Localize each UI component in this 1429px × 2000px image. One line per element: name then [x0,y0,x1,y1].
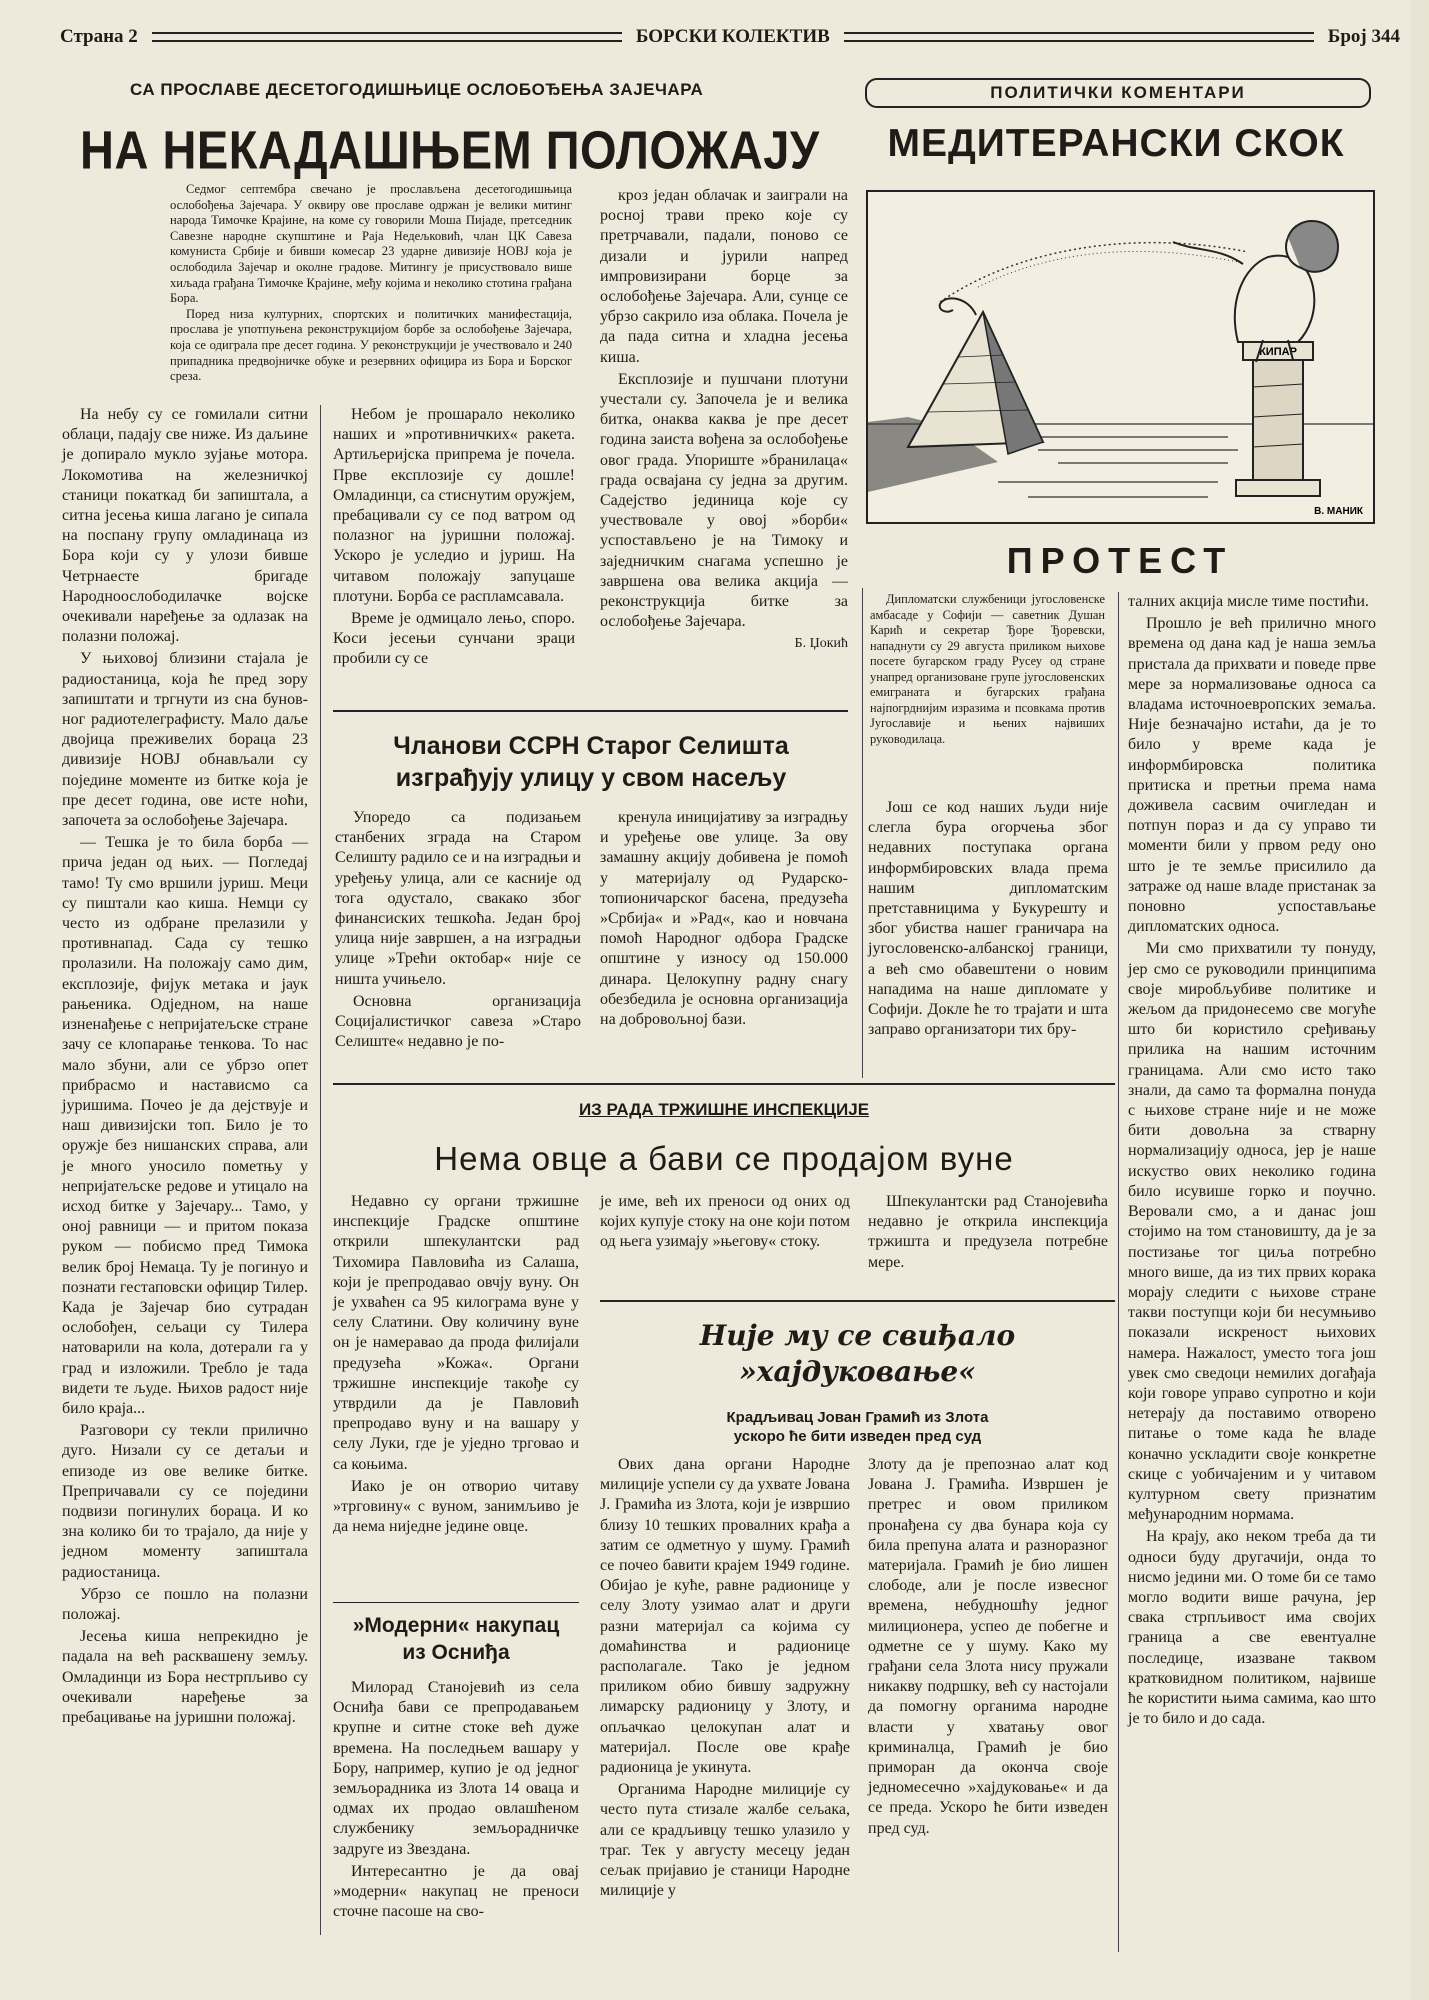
article-title: ПРОТЕСТ [1006,540,1234,581]
leap-arc [940,243,1248,302]
article-column: Милорад Станојевић из села Осниђа бави се препродавањем крупне и ситне стоке већ дуже времена. На последњем вашару у Бору, например, купио је од једног земљорадника из Злота 14 оваца и одмах их продао овлашћеном службенику земљорадничке задруге из Звездана. Интересантно је да овај »модерни« накупац не преноси сточне пасоше на сво- [333,1679,579,1921]
arm-icon [940,298,976,315]
article-title: МЕДИТЕРАНСКИ СКОК [887,122,1345,165]
column-divider [1118,592,1119,1952]
section-divider [333,1083,1115,1085]
pyramid-icon [908,312,1043,454]
section-divider [600,1300,1115,1302]
article-lead: Дипломатски службеници југословенске амбасаде у Софији — саветник Душан Карић и секретар Ђоре Ђоревски, нападнути су 29 августа приликом њихове посете бугарском граду Русеу од стране унапред организоване групе југословенских емиграната и бугарских грађана најпогрднијим изразима и псовкама против Југославије и њених највиших руководилаца. [870,592,1105,746]
column-kicker: ПОЛИТИЧКИ КОМЕНТАРИ [990,83,1246,102]
article-title: Нема овце а бави се продајом вуне [434,1140,1014,1177]
cartoon-label: КИПАР [1259,346,1297,358]
article-column: кроз један облачак и заиграли на росној трави преко које су претрчавали, падали, поново се дизали и јурили напред импровизирани борце за ослобођење Зајечара. Али, сунце се убрзо сакрило иза облака. Почела је да пада ситна и хладна јесења киша. Експлозије и пушчани плотуни учестали су. Започела је и велика битка, онаква каква је пре десет година заиста вођена за ослобођење овог града. Упориште »бранилаца« града освајана су једна за другим. Садејство јединица које су учествовале у овој »борби« успостављено је на Тимоку и заједничким снагама успешно је завршена ова велика акција — реконструкција битке за ослобођење Зајечара. Б. Џокић [600,186,848,655]
article-signature: Б. Џокић [794,636,848,652]
article-column: Упоредо са подизањем станбених зграда на Старом Селишту радило се и на изградњи и уређењу улица, али се касније од тога одустало, свакако због финансиских тешкоћа. Један број улица није завршен, а на изградњи улице »Трећи октобар« није се ништа учињело. Основна организација Социјалистичког савеза »Старо Селиште« недавно је по- [335,809,581,1051]
article-column: кренула иницијативу за изградњу и уређење ове улице. За ову замашну акцију добивена је помоћ у материјалу од Рударско-топионичарског басена, предузећа »Србија« и »Рад«, као и новчана помоћ Народног одбора Градске општине у износу од 150.000 динара. Целокупну радну снагу обезбедила је основна организација на добровољној бази. [600,809,848,1029]
section-divider [333,710,848,712]
article-column: Небом је прошарало неколико наших и »противничких« ракета. Артиљеријска припрема је почела. Прве експлозије су дошле! Омладинци, са стиснутим оружјем, пребацивали су се под ватром од полазног на јуришни положај. Ускоро је уследио и јуриш. На читавом положају запуцаше плотуни. Борба се распламсавала. Време је одмицало лењо, споро. Коси јесењи сунчани зраци пробили су се [333,406,575,668]
article-column: Ових дана органи Народне милиције успели су да ухвате Јована Ј. Грамића из Злота, који је извршио близу 10 тешких провалних крађа а затим се одметнуо у шуму. Грамић се почео бавити крајем 1949 године. Обијао је куће, равне радионице у селу Злоту узимао алат и други разни материјал са којима су домаћинства и радионице располагале. Тако је једном приликом обио бившу задружну лимарску радионицу у Злоту, и опљачкао целокупан алат и материјал. После ове крађе радионица је укинута. Органима Народне милиције су често пута стизале жалбе сељака, али се крадљивцу тешко улазило у траг. Тек у августу месецу један сељак пријавио је станици Народне милиције у [600,1456,850,1900]
issue-number: Број 344 [1327,26,1401,47]
cartoon-signature: В. МАНИК [1314,506,1363,517]
article-column: Шпекулантски рад Станојевића недавно је открила инспекција тржишта и предузела потребне мере. [868,1193,1108,1271]
page-number: Страна 2 [60,26,138,47]
column-divider [320,405,321,1935]
article-column: На небу су се гомилали ситни облаци, падају све ниже. Из даљине је допирало мукло зујање мотора. Локомотива на железничкој станици покаткад би запиштала, а ситна јесења киша лагано је сипала на поспану групу омладинаца из Бора који су у улози бивше Четрнаесте бригаде Народноослободилачке војске очекивали наређење за одлазак на полазни положај. У њиховој близини стајала је радиостаница, која ће пред зору запиштати и тргнути из сна буновног радиотелеграфисту. Мало даље двојица преживелих бораца 23 дивизије НОВЈ обнављали су поједине моменте из битке која је пре десет година, ове исте ноћи, започета за ослобођење Зајечара. — Тешка је то била борба — прича један од њих. — Погледај тамо! Ту смо вршили јуриш. Меци су пиштали као киша. Немци су често из одбране прелазили у противнапад. Сада су тешко пролазили. На положају само дим, експлозије, фијук метака и јаук рањеника. Одједном, на наше изненађење с непријатељске стране зачу се клопарање тенкова. То нас мало збуни, али се убрзо опет прибрасмо и настависмо са јуришима. Почео је да дејствује и наш дивизијски топ. Било је то оружје без нишанских справа, али је много уносило пометњу у непријатељске редове и утицало на исход битке у Зајечару... Тамо, у оној равници — и притом показа руком — побисмо пред Тимока велик број Немаца. Ту је погинуо и познати гестаповски официр Тилер. Када је Зајечар био сутрадан ослобођен, сељаци су Тилера натоварили на кола, дотерали га у град и изложили. Требло је тада видети те људе. Њихов радост није било краја... Разговори су текли прилично дуго. Низали су се детаљи и епизоде из ове велике битке. Препричавали су се поједини подвизи погинулих бораца. И ко зна колико би то трајало, да није у једном моменту запиштала радиостаница. Убрзо се пошло на полазни положај. Јесења киша непрекидно је падала на већ расквашену земљу. Омладинци из Бора нестрпљиво су очекивали наређење за пребацивање на јуришни положај. [62,406,308,1726]
article-lead: Седмог септембра свечано је прослављена десетогодишњица ослобођења Зајечара. У оквиру ове прославе одржан је велики митинг народа Тимочке Крајине, на коме су говорили Моша Пијаде, претседник Савезне народне скупштине и Раја Недељковић, члан ЦК Савеза комуниста Србије и бивши комесар 23 ударне дивизије НОВЈ која је ослободила Зајечар и околне градове. Митингу је присуствовало више хиљада грађана Тимочке Крајине, међу којима и неколико стотина грађана Бора. Поред низа културних, спортских и политичких манифестација, прослава је употпуњена реконструкцијом борбе за ослобођење Зајечара, која се одиграла пре десет година. У реконструкцији је учествовало и 240 припадника предвојничке обуке и резервних официра из Бора и Борског среза. [170,182,572,384]
article-title: Није му се свиђало »хајдуковање« [699,1319,1016,1388]
article-kicker: СА ПРОСЛАВЕ ДЕСЕТОГОДИШЊИЦЕ ОСЛОБОЂЕЊА ЗАЈЕЧАРА [130,80,704,99]
column-divider [862,588,863,1078]
article-title: Чланови ССРН Старог Селишта изграђују улицу у свом насељу [393,732,789,792]
article-column: Још се код наших људи није слегла бура огорчења због недавних поступака органа информбировских влада према нашим дипломатским претставницима у Букурешту и због убиства нашег граничара на југословенско-албанској граници, а већ смо обавештени о новим нападима на наше дипломате у Софији. Докле ће то трајати и шта заправо организатори тих бру- [868,799,1108,1039]
article-title: »Модерни« накупац из Осниђа [352,1614,560,1664]
section-kicker: ИЗ РАДА ТРЖИШНЕ ИНСПЕКЦИЈЕ [578,1100,870,1119]
lion-icon [1173,221,1338,362]
page-header [60,22,1400,52]
article-column: је име, већ их преноси од оних од којих купује стоку на оне који потом од њега узимају »његову« стоку. [600,1193,850,1251]
column-kicker-box [865,78,1371,108]
section-divider [333,1602,579,1603]
article-subtitle: Крадљивац Јован Грамић из Злота ускоро ће бити изведен пред суд [726,1409,989,1445]
cartoon [866,190,1375,524]
column-pedestal-icon [1236,342,1320,496]
cartoon-drawing [868,192,1373,522]
newspaper-name: БОРСКИ КОЛЕКТИВ [635,26,830,47]
article-column: Недавно су органи тржишне инспекције Градске општине открили шпекулантски рад Тихомира Павловића из Салаша, који је препродавао овчју вуну. Он је ухваћен са 95 килограма вуне у селу Слатини. Ову количину вуне он је намеравао да прода филијали предузећа »Кожа«. Органи тржишне инспекције такође су утврдили да је Павловић препродаво вуну и на вашару у селу Луки, где је уједно трговао и са коњима. Иако је он отворио читаву »трговину« с вуном, занимљиво је да нема ниједне једине овце. [333,1193,579,1536]
header-rule-right [844,32,1314,42]
article-title: НА НЕКАДАШЊЕМ ПОЛОЖАЈУ [80,119,820,181]
article-column: Злоту да је препознао алат код Јована Ј. Грамића. Извршен је претрес и овом приликом пронађена су два бунара која су била препуна алата и разноразног материјала. Грамић је био лишен слободе, али је после извесног времена, небудношћу једног милиционера, успео де побегне и одметне се у шуму. Како му грађани села Злота нису пружали никакву подршку, већ су настојали да помогну органима народне власти у хватању овог криминалца, Грамић је био приморан да оконча своје једномесечно »хајдуковање« и да се преда. Ускоро ће бити изведен пред суд. [868,1456,1108,1837]
article-column: талних акција мисле тиме постићи. Прошло је већ прилично много времена од дана кад је наша земља пристала да прихвати и поведе прве мере за нормализовање односа са владама источноевропских земаља. Није безначајно истаћи, да је то било у време када је информбировска политика притиска и претњи према нама доживела сасвим очигледан и потпун пораз и да су управо ти моменти били у првом реду оно што је те земље присилило да затраже од наше владе пристанак за поновно успостављање дипломатских односа. Ми смо прихватили ту понуду, јер смо се руководили принципима своје миробљубиве политике и жељом да придонесемо све могуће што би користило сређивању прилика на нашим источним границама. Али смо исто тако знали, да само та формална понуда с њихове стране није и не може бити довољна за стварну нормализацију односа, јер је наше искуство ових неколико година било исувише горко и поучно. Веровали смо, а и данас још стојимо на том становишту, да је за постизање тог циља потребно много више, да из тих првих корака морају следити с њихове стране такви поступци који би несумњиво показали искреност њихових намера. Нажалост, уместо тога још увек смо сведоци немилих догађаја који говоре управо супротно и који нетерају да поставимо отворено питање о томе када ће владе коначно ускладити своје конкретне скице с уобичајеним и у читавом културном свету признатим међународним нормама. На крају, ако неком треба да ти односи буду другачији, онда то нисмо једини ми. О томе би се тамо могло водити више рачуна, јер свака стрпљивост има својих граница а све евентуалне последице, изазване таквом кратковидном политиком, највише ће користити њима самима, као што је то било и до сада. [1128,593,1376,1728]
header-rule-left [152,32,622,42]
